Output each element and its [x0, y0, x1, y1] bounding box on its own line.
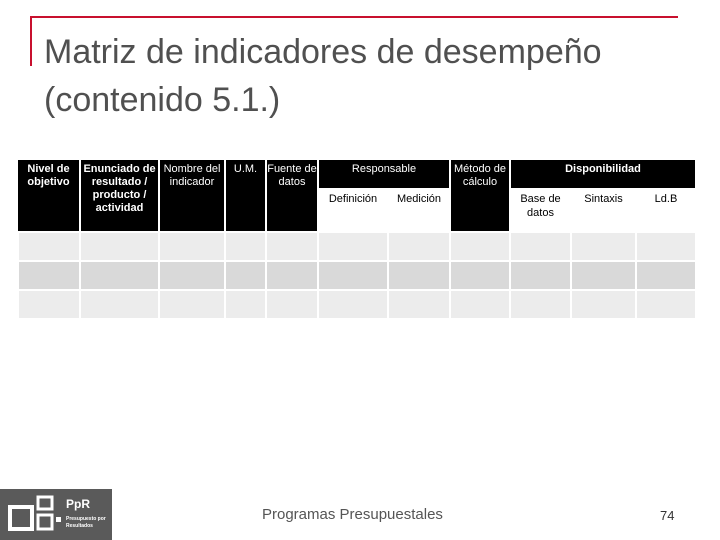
table-cell [266, 290, 318, 319]
table-cell [159, 290, 225, 319]
table-cell [225, 261, 266, 290]
ppr-logo [0, 489, 112, 540]
header-unidad-medida: U.M. [225, 160, 266, 232]
table-cell [266, 232, 318, 261]
logo-name: PpR [66, 497, 90, 511]
table-row [18, 232, 696, 261]
table-cell [510, 261, 571, 290]
slide-title: Matriz de indicadores de desempeño (contenido 5.1.) [44, 33, 602, 119]
header-enunciado: Enunciado de resultado / producto / actividad [80, 160, 159, 232]
header-nivel-objetivo: Nivel de objetivo [18, 160, 80, 232]
subheader-ldb: Ld.B [636, 188, 696, 232]
table-cell [636, 232, 696, 261]
header-nombre-indicador: Nombre del indicador [159, 160, 225, 232]
table-cell [636, 261, 696, 290]
table-cell [18, 290, 80, 319]
ppr-logo-icon [6, 493, 62, 537]
table-cell [571, 261, 636, 290]
table-cell [225, 290, 266, 319]
table-cell [318, 290, 388, 319]
table-cell [571, 290, 636, 319]
table-cell [80, 261, 159, 290]
table-cell [318, 261, 388, 290]
table-cell [18, 261, 80, 290]
header-disponibilidad: Disponibilidad [510, 160, 696, 188]
table-cell [571, 232, 636, 261]
table-cell [450, 261, 510, 290]
subheader-sintaxis: Sintaxis [571, 188, 636, 232]
table-cell [636, 290, 696, 319]
header-metodo-calculo: Método de cálculo [450, 160, 510, 232]
table-cell [388, 261, 450, 290]
logo-subtitle: Presupuesto por Resultados [66, 516, 106, 529]
table-cell [225, 232, 266, 261]
table-cell [159, 261, 225, 290]
table-cell [450, 232, 510, 261]
subheader-base-datos: Base de datos [510, 188, 571, 232]
indicator-matrix-table [17, 160, 697, 320]
header-responsable: Responsable [318, 160, 450, 188]
header-fuente-datos: Fuente de datos [266, 160, 318, 232]
table-row [18, 290, 696, 319]
footer-text: Programas Presupuestales [262, 506, 443, 523]
table-cell [450, 290, 510, 319]
table-cell [80, 290, 159, 319]
table-cell [159, 232, 225, 261]
table-cell [510, 290, 571, 319]
table-row [18, 261, 696, 290]
table-cell [510, 232, 571, 261]
table-cell [18, 232, 80, 261]
subheader-definicion: Definición [318, 188, 388, 232]
table-cell [266, 261, 318, 290]
page-number: 74 [660, 508, 675, 523]
table-cell [388, 232, 450, 261]
table-cell [388, 290, 450, 319]
subheader-medicion: Medición [388, 188, 450, 232]
table-cell [318, 232, 388, 261]
table-cell [80, 232, 159, 261]
